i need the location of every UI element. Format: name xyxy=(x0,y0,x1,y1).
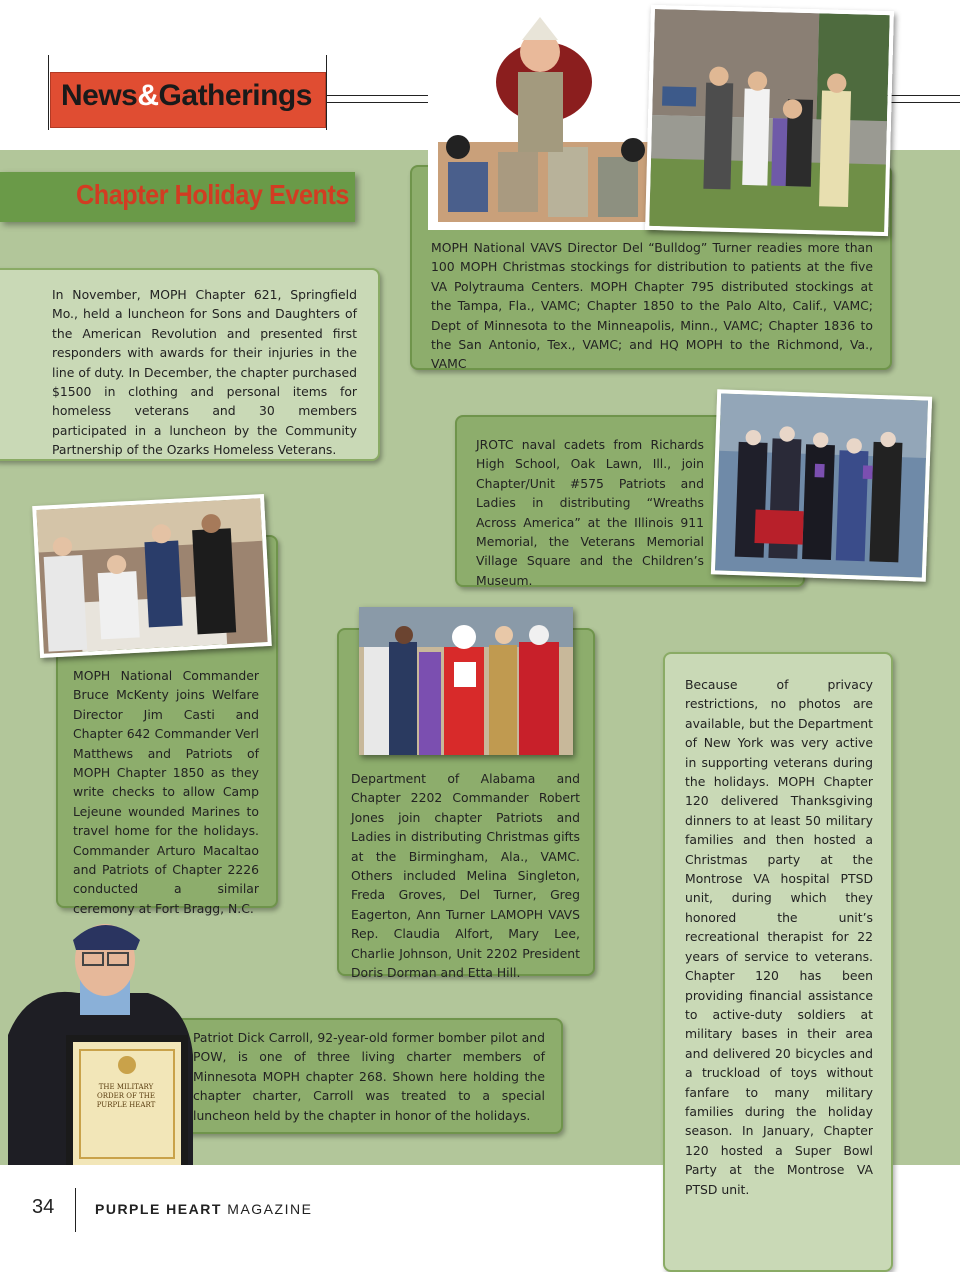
page-number: 34 xyxy=(32,1196,55,1218)
alabama-caption: Department of Alabama and Chapter 2202 Commander Robert Jones join chapter Patriots and Ladies in distributing Christmas gifts at the Birmingham, Ala., VAMC. Others included Melina Singleton, Freda Groves, Del Turner, Greg Eagerton, Ann Turner LAMOPH VAVS Rep. Claudia Alfort, Mary Lee, Charlie Johnson, Unit 2202 President Doris Dorman and Etta Hill. xyxy=(351,771,580,981)
dick-carroll-photo xyxy=(8,915,193,1165)
carroll-caption: Patriot Dick Carroll, 92-year-old former bomber pilot and POW, is one of three living charter members of Minnesota MOPH chapter 268. Shown here holding the chapter charter, Carroll was treated to a special luncheon held by the chapter in honor of the holidays. xyxy=(193,1030,545,1123)
section-header xyxy=(50,72,326,128)
chapter-holiday-banner xyxy=(0,172,355,222)
commander-checks-photo xyxy=(32,494,272,658)
commander-caption: MOPH National Commander Bruce McKenty joins Welfare Director Jim Casti and Chapter 642 Commander Verl Matthews and Patriots of MOPH Chapter 1850 as they write checks to allow Camp Lejeune wounded Marines to travel home for the holidays. Commander Arturo Macaltao and Patriots of Chapter 2226 conducted a similar ceremony at Fort Bragg, N.C. xyxy=(73,668,259,916)
jrotc-caption: JROTC naval cadets from Richards High School, Oak Lawn, Ill., join Chapter/Unit #575 Patriots and Ladies in distributing “Wreaths Across America” at the Illinois 911 Memorial, the Veterans Memorial Village Square and the Children’s Museum. xyxy=(476,437,704,588)
va-group-photo xyxy=(645,5,894,236)
jrotc-cadets-photo xyxy=(711,389,932,581)
section-header-title: News&Gatherings xyxy=(61,79,312,112)
banner-title: Chapter Holiday Events xyxy=(76,179,349,210)
turner-stockings-photo xyxy=(428,12,660,230)
newyork-article: Because of privacy restrictions, no photos are available, but the Department of New York was very active in supporting veterans during the holidays. MOPH Chapter 120 delivered Thanksgiving dinners to at least 50 military families and then hosted a Christmas party at the Montrose VA hospital PTSD unit, during which they honored the unit’s recreational therapist for 22 years of service to veterans. Chapter 120 has been providing financial assistance to active-duty soldiers at military bases in their area and delivered 20 bicycles and a truckload of toys without fanfare to many military families during the holiday season. In January, Chapter 120 hosted a Super Bowl Party at the Montrose VA PTSD unit. xyxy=(685,677,873,1197)
springfield-article: In November, MOPH Chapter 621, Springfield Mo., held a luncheon for Sons and Daughters of the American Revolution and presented first responders with awards for their injuries in the line of duty. In December, the chapter purchased $1500 in clothing and personal items for homeless veterans and 30 members participated in a luncheon by the Community Partnership of the Ozarks Homeless Veterans. xyxy=(52,287,357,458)
header-right-line xyxy=(326,55,327,130)
magazine-name: PURPLE HEART MAGAZINE xyxy=(95,1201,313,1217)
footer-divider xyxy=(75,1188,76,1232)
stockings-caption: MOPH National VAVS Director Del “Bulldog” Turner readies more than 100 MOPH Christmas stockings for distribution to patients at the five VA Polytrauma Centers. MOPH Chapter 795 distributed stockings at the Tampa, Fla., VAMC; Chapter 1850 to the Palo Alto, Calif., VAMC; Dept of Minnesota to the Minneapolis, Minn., VAMC; Chapter 1836 to the San Antonio, Tex., VAMC; and HQ MOPH to the Richmond, Va., VAMC xyxy=(431,240,873,372)
santa-gifts-photo xyxy=(359,607,573,755)
charter-certificate-text: THE MILITARY ORDER OF THE PURPLE HEART xyxy=(96,1083,156,1109)
header-left-line xyxy=(48,55,49,130)
